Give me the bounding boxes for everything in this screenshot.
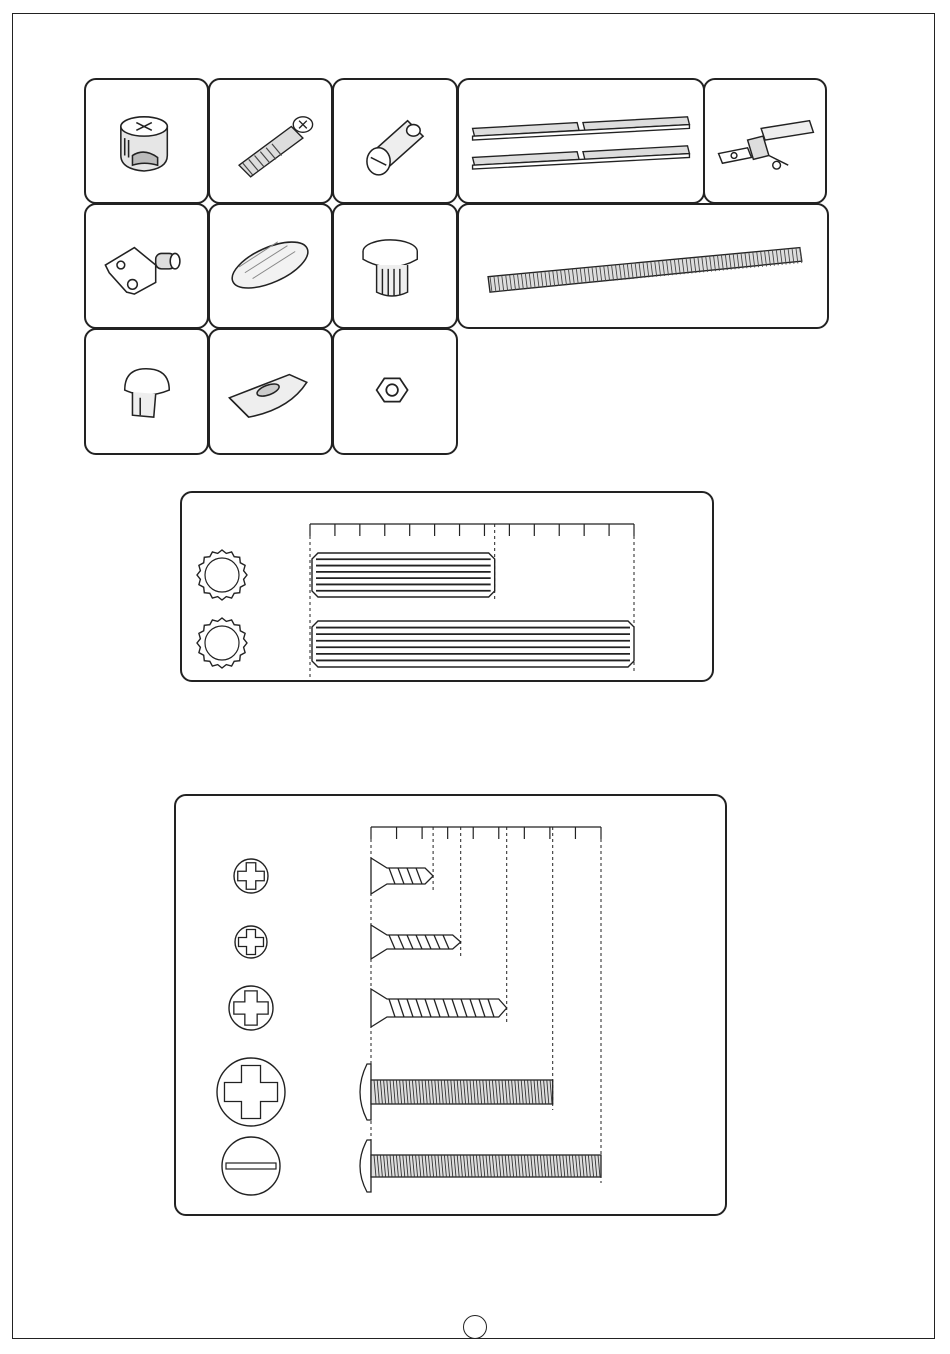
insert-nut-icon — [334, 205, 456, 327]
part-toggle-latch — [703, 78, 827, 204]
cam-bolt-icon — [210, 80, 331, 202]
long-dowel — [312, 621, 634, 667]
dowel-panel — [180, 491, 714, 682]
bolt-4 — [360, 1064, 553, 1120]
phillips-head-icon — [229, 986, 273, 1030]
part-threaded-rod — [457, 203, 829, 329]
part-shelf-bracket-pin — [84, 203, 209, 329]
oval-plate-icon — [210, 205, 331, 327]
page-number — [463, 1315, 487, 1339]
fluted-dowel-end-icon — [197, 618, 247, 668]
fluted-dowel-end-icon — [197, 550, 247, 600]
part-mushroom-plug — [84, 328, 209, 455]
part-wedge-block — [208, 328, 333, 455]
cam-lock-icon — [86, 80, 207, 202]
part-insert-nut — [332, 203, 458, 329]
short-dowel — [312, 553, 495, 597]
part-barrel-nut — [332, 78, 458, 204]
screw-panel — [174, 794, 727, 1216]
screw-1 — [371, 858, 433, 894]
part-hex-nut — [332, 328, 458, 455]
drawer-slide-icon — [459, 80, 703, 202]
hex-nut-icon — [334, 330, 456, 453]
part-cam-lock — [84, 78, 209, 204]
part-cam-dowel-bolt — [208, 78, 333, 204]
phillips-head-icon — [235, 926, 267, 958]
bolt-5 — [360, 1140, 601, 1192]
toggle-latch-icon — [705, 80, 825, 202]
phillips-head-icon — [217, 1058, 285, 1126]
mushroom-plug-icon — [86, 330, 207, 453]
barrel-nut-icon — [334, 80, 456, 202]
threaded-rod-icon — [459, 205, 827, 327]
slotted-head-icon — [222, 1137, 280, 1195]
screw-2 — [371, 925, 461, 959]
screw-3 — [371, 989, 507, 1027]
bracket-pin-icon — [86, 205, 207, 327]
dowel-diagram — [182, 493, 716, 684]
phillips-head-icon — [234, 859, 268, 893]
wedge-block-icon — [210, 330, 331, 453]
part-oval-plate — [208, 203, 333, 329]
screw-diagram — [176, 796, 729, 1218]
part-drawer-slide-rails — [457, 78, 705, 204]
